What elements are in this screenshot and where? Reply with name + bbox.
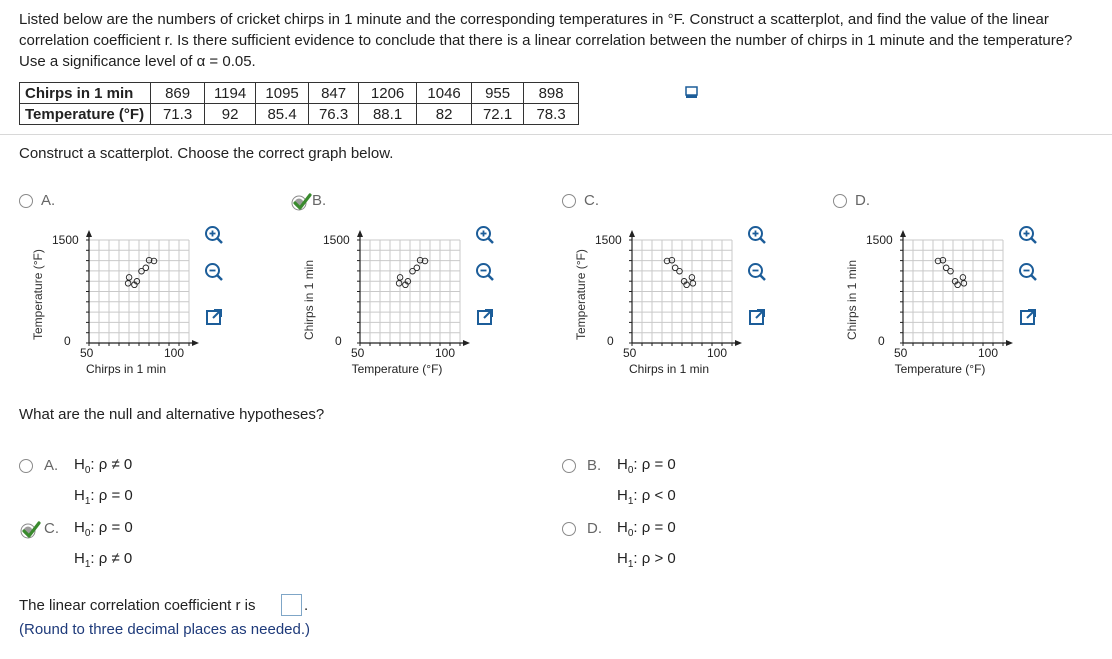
y-axis-arrow — [900, 230, 906, 237]
graph-option-2-plot — [622, 222, 742, 346]
null-hypothesis: $H_0$: ρ = 0 — [617, 456, 676, 476]
graph-option-0-xtick-2: 100 — [164, 346, 185, 360]
radio-circle[interactable] — [19, 459, 33, 473]
graph-option-1-xtick-2: 100 — [435, 346, 456, 360]
y-axis-arrow — [86, 230, 92, 237]
expand-icon[interactable] — [475, 307, 495, 327]
graph-option-0-ytick-top: 1500 — [52, 233, 79, 247]
chirp-cell: 898 — [524, 83, 579, 104]
correlation-question-text: The linear correlation coefficient r is — [19, 597, 256, 614]
x-axis-arrow — [735, 340, 742, 346]
temp-cell: 85.4 — [256, 104, 309, 125]
alternative-hypothesis: $H_1$: ρ = 0 — [74, 487, 133, 507]
graph-option-3-xlabel: Temperature (°F) — [894, 362, 986, 376]
graph-option-3-ytick-top: 1500 — [866, 233, 893, 247]
temp-cell: 72.1 — [472, 104, 524, 125]
expand-icon[interactable] — [204, 307, 224, 327]
chirp-cell: 869 — [151, 83, 205, 104]
correlation-answer-input[interactable] — [281, 594, 302, 616]
graph-option-2-xtick-1: 50 — [623, 346, 637, 360]
zoom-out-icon[interactable] — [475, 262, 495, 282]
graph-option-1-ytick-top: 1500 — [323, 233, 350, 247]
graph-option-1-xlabel: Temperature (°F) — [351, 362, 443, 376]
hypothesis-option-2-radio[interactable] — [19, 520, 41, 544]
hypothesis-option-1-text — [617, 452, 676, 514]
graph-option-3-plot — [893, 222, 1013, 346]
hypothesis-option-1-radio[interactable] — [562, 457, 576, 473]
expand-icon[interactable] — [1018, 307, 1038, 327]
graph-option-1-letter: B. — [312, 192, 327, 209]
row-label-chirps: Chirps in 1 min — [20, 83, 151, 104]
graph-option-3-xtick-2: 100 — [978, 346, 999, 360]
data-table — [19, 82, 579, 125]
x-axis-arrow — [463, 340, 470, 346]
zoom-in-icon[interactable] — [475, 225, 495, 245]
hypothesis-option-3-radio[interactable] — [562, 520, 576, 536]
x-axis-arrow — [1006, 340, 1013, 346]
graph-option-2-xtick-2: 100 — [707, 346, 728, 360]
temp-cell: 71.3 — [151, 104, 205, 125]
hypothesis-option-2-text — [74, 515, 133, 577]
correlation-question — [19, 597, 256, 614]
graph-option-1-ylabel: Chirps in 1 min — [302, 259, 316, 340]
zoom-in-icon[interactable] — [747, 225, 767, 245]
hypothesis-option-0-letter: A. — [44, 457, 59, 474]
hypothesis-option-0-radio[interactable] — [19, 457, 33, 473]
rounding-note: (Round to three decimal places as needed.) — [19, 621, 311, 638]
radio-circle[interactable] — [562, 459, 576, 473]
section-divider — [0, 134, 1112, 135]
graph-option-3-ytick-bottom: 0 — [878, 334, 885, 348]
y-axis-arrow — [357, 230, 363, 237]
y-axis-arrow — [629, 230, 635, 237]
x-axis-arrow — [192, 340, 199, 346]
chirp-cell: 1095 — [256, 83, 309, 104]
scatterplot-instruction: Construct a scatterplot. Choose the correct graph below. — [19, 145, 394, 162]
hypotheses-question: What are the null and alternative hypotheses? — [19, 406, 325, 423]
chirp-cell: 1194 — [205, 83, 256, 104]
graph-option-2-letter: C. — [584, 192, 599, 209]
temp-cell: 76.3 — [309, 104, 359, 125]
graph-option-3-ylabel: Chirps in 1 min — [845, 259, 859, 340]
temp-cell: 92 — [205, 104, 256, 125]
hypothesis-option-0-text — [74, 452, 133, 514]
chirp-cell: 847 — [309, 83, 359, 104]
graph-option-0-ylabel: Temperature (°F) — [31, 249, 45, 340]
graph-option-2-ytick-top: 1500 — [595, 233, 622, 247]
zoom-out-icon[interactable] — [204, 262, 224, 282]
graph-option-1-xtick-1: 50 — [351, 346, 365, 360]
radio-circle[interactable] — [562, 522, 576, 536]
row-label-temperature: Temperature (°F) — [20, 104, 151, 125]
zoom-out-icon[interactable] — [747, 262, 767, 282]
question-prompt: Listed below are the numbers of cricket chirps in 1 minute and the corresponding temperatures in °F. Construct a scatterplot, and find the value of the linear correlation coefficient r. Is there sufficient evidence to conclude that there is a linear correlation between the number of chirps in 1 minute and the temperature? Use a significance level of α = 0.05. — [19, 11, 1073, 70]
temp-cell: 82 — [417, 104, 472, 125]
graph-option-0-plot — [79, 222, 199, 346]
alternative-hypothesis: $H_1$: ρ ≠ 0 — [74, 550, 133, 570]
table-row-temperature — [20, 104, 579, 125]
hypothesis-option-3-text — [617, 515, 676, 577]
graph-option-0-ytick-bottom: 0 — [64, 334, 71, 348]
expand-icon[interactable] — [747, 307, 767, 327]
graph-option-2-xlabel: Chirps in 1 min — [628, 362, 710, 376]
chirp-cell: 955 — [472, 83, 524, 104]
zoom-in-icon[interactable] — [1018, 225, 1038, 245]
graph-option-1-plot — [350, 222, 470, 346]
null-hypothesis: $H_0$: ρ = 0 — [74, 519, 133, 539]
zoom-out-icon[interactable] — [1018, 262, 1038, 282]
graph-option-2-ylabel: Temperature (°F) — [574, 249, 588, 340]
null-hypothesis: $H_0$: ρ = 0 — [617, 519, 676, 539]
copy-data-icon[interactable] — [685, 86, 699, 100]
temp-cell: 88.1 — [359, 104, 417, 125]
radio-circle[interactable] — [19, 194, 33, 208]
graph-option-3-letter: D. — [855, 192, 870, 209]
hypothesis-option-3-letter: D. — [587, 520, 602, 537]
graph-option-0-letter: A. — [41, 192, 56, 209]
temp-cell: 78.3 — [524, 104, 579, 125]
table-row-chirps — [20, 83, 579, 104]
graph-option-1-radio[interactable] — [290, 192, 312, 216]
null-hypothesis: $H_0$: ρ ≠ 0 — [74, 456, 133, 476]
chirp-cell: 1046 — [417, 83, 472, 104]
radio-circle[interactable] — [833, 194, 847, 208]
graph-option-0-xlabel: Chirps in 1 min — [85, 362, 167, 376]
graph-option-2-ytick-bottom: 0 — [607, 334, 614, 348]
graph-option-3-radio[interactable] — [833, 192, 847, 208]
zoom-in-icon[interactable] — [204, 225, 224, 245]
graph-option-3-xtick-1: 50 — [894, 346, 908, 360]
answer-period: . — [304, 597, 309, 614]
graph-option-1-ytick-bottom: 0 — [335, 334, 342, 348]
hypothesis-option-2-letter: C. — [44, 520, 59, 537]
alternative-hypothesis: $H_1$: ρ > 0 — [617, 550, 676, 570]
radio-circle[interactable] — [562, 194, 576, 208]
graph-option-2-radio[interactable] — [562, 192, 576, 208]
hypothesis-option-1-letter: B. — [587, 457, 602, 474]
alternative-hypothesis: $H_1$: ρ < 0 — [617, 487, 676, 507]
graph-option-0-radio[interactable] — [19, 192, 33, 208]
graph-option-0-xtick-1: 50 — [80, 346, 94, 360]
chirp-cell: 1206 — [359, 83, 417, 104]
